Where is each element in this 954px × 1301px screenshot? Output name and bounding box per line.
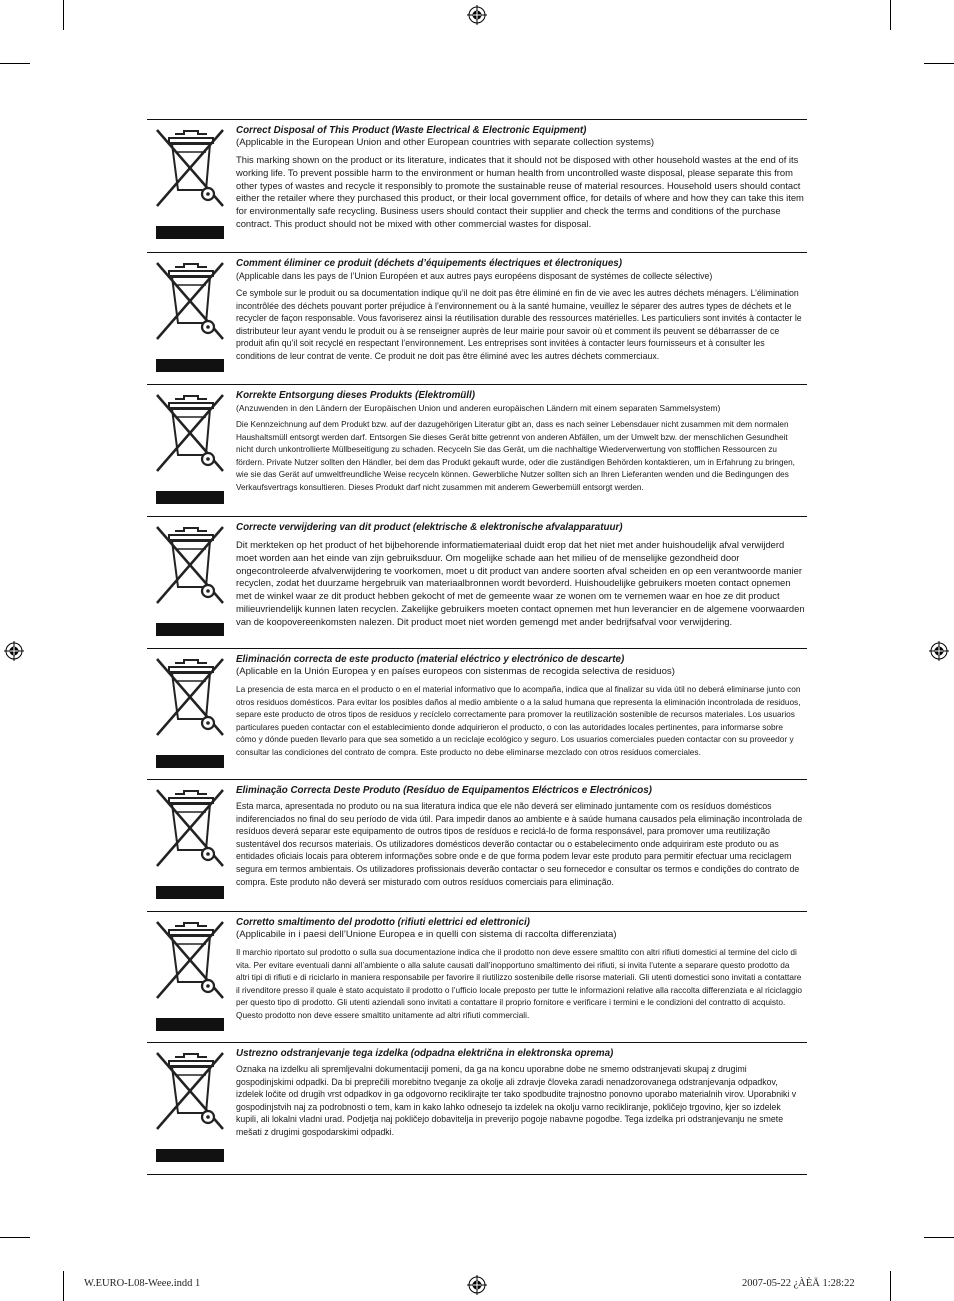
crop-mark [63, 1271, 64, 1301]
crop-mark [890, 0, 891, 30]
section-german [147, 384, 807, 516]
section-body: Dit merkteken op het product of het bijbehorende informatiemateriaal duidt erop dat het niet met ander huishoudelijk afval verwijderd moet worden aan het einde van zijn gebruiksduur. Om mogelijke schade aan het milieu of de menselijke gezondheid door ongecontroleerde afvalverwijdering te voorkomen, moet u dit product van andere soorten afval scheiden en op een verantwoorde manier recyclen, zodat het duurzame hergebruik van materiaalbronnen wordt bevorderd. Huishoudelijke gebruikers moeten contact opnemen met de winkel waar ze dit product hebben gekocht of met de gemeente waar ze wonen om te vernemen waar en hoe ze dit product milieuvriendelijk kunnen laten recyclen. Zakelijke gebruikers moeten contact opnemen met hun leverancier en de algemene voorwaarden van de koopovereenkomsten nalezen. Dit product moet niet worden gemengd met ander bedrijfsafval voor verwijdering. [236, 539, 805, 627]
section-french [147, 252, 807, 384]
section-subtitle: (Applicable dans les pays de l’Union Européen et aux autres pays européens disposant de systémes de collecte sélective) [236, 271, 713, 281]
section-title: Eliminação Correcta Deste Produto (Resíduo de Equipamentos Eléctricos e Electrónicos) [236, 785, 652, 796]
section-title: Corretto smaltimento del prodotto (rifiuti elettrici ed elettronici) [236, 917, 530, 928]
section-slovenian [147, 1042, 807, 1175]
section-italian [147, 911, 807, 1042]
section-body: Die Kennzeichnung auf dem Produkt bzw. auf der dazugehörigen Literatur gibt an, dass es nach seiner Lebensdauer nicht zusammen mit dem normalen Haushaltsmüll entsorgt werden darf. Entsorgen Sie dieses Gerät bitte getrennt von anderen Abfällen, um der Umwelt bzw. der menschlichen Gesundheit nicht durch unkontrollierte Müllbeseitigung zu schaden. Recyceln Sie das Gerät, um die nachhaltige Wiederverwertung von stofflichen Ressourcen zu fördern. Private Nutzer sollten den Händler, bei dem das Produkt gekauft wurde, oder die zuständigen Behörden kontaktieren, um in Erfahrung zu bringen, wie sie das Gerät auf umweltfreundliche Weise recyceln können. Gewerbliche Nutzer sollten sich an Ihren Lieferanten wenden und die Bedingungen des Verkaufsvertrags konsultieren. Dieses Produkt darf nicht zusammen mit anderem Gewerbemüll entsorgt werden. [236, 420, 795, 492]
crossed-out-wheelie-bin-icon [153, 126, 229, 210]
black-bar [156, 755, 224, 768]
crop-mark [890, 1271, 891, 1301]
section-dutch [147, 516, 807, 648]
section-subtitle: (Aplicable en la Unión Europea y en países europeos con sistenmas de recogida selectiva de residuos) [236, 666, 675, 677]
black-bar [156, 623, 224, 636]
black-bar [156, 1149, 224, 1162]
registration-mark-icon [4, 641, 24, 661]
section-title: Korrekte Entsorgung dieses Produkts (Elektromüll) [236, 390, 475, 401]
crossed-out-wheelie-bin-icon [153, 655, 229, 739]
section-subtitle: (Anzuwenden in den Ländern der Europäischen Union und anderen europäischen Ländern mit einem separaten Sammelsystem) [236, 403, 721, 413]
section-title: Correcte verwijdering van dit product (elektrische & elektronische afvalapparatuur) [236, 522, 623, 533]
registration-mark-icon [467, 5, 487, 25]
registration-mark-icon [467, 1275, 487, 1295]
crop-mark [0, 1237, 30, 1238]
black-bar [156, 226, 224, 239]
section-body: La presencia de esta marca en el producto o en el material informativo que lo acompaña, indica que al finalizar su vida útil no deberá eliminarse junto con otros residuos domésticos. Para evitar los posibles daños al medio ambiente o a la salud humana que representa la eliminación incontrolada de residuos, separe este producto de otros tipos de residuos y recíclelo correctamente para promover la reutilización sostenible de recursos materiales. Los usuarios particulares pueden contactar con el establecimiento donde adquirieron el producto, o con las autoridades locales pertinentes, para informarse sobre cómo y dónde pueden llevarlo para que sea sometido a un reciclaje ecológico y seguro. Los usuarios comerciales pueden contactar con su proveedor y consultar las condiciones del contrato de compra. Este producto no debe eliminarse mezclado con otros residuos comerciales. [236, 684, 801, 757]
weee-sections [147, 119, 807, 1175]
crop-mark [924, 63, 954, 64]
section-body: This marking shown on the product or its literature, indicates that it should not be disposed with other household wastes at the end of its working life. To prevent possible harm to the environment or human health from uncontrolled waste disposal, please separate this from other types of wastes and recycle it responsibly to promote the sustainable reuse of material resources. Household users should contact either the retailer where they purchased this product, or their local government office, for details of where and how they can take this item for environmentally safe recycling. Business users should contact their supplier and check the terms and conditions of the purchase contract. This product should not be mixed with other commercial wastes for disposal. [236, 154, 804, 229]
section-title: Correct Disposal of This Product (Waste Electrical & Electronic Equipment) [236, 125, 587, 136]
registration-mark-icon [929, 641, 949, 661]
section-spanish [147, 648, 807, 779]
section-body: Oznaka na izdelku ali spremljevalni dokumentaciji pomeni, da ga na koncu uporabne dobe ne smemo odstranjevati skupaj z drugimi gospodinjskimi odpadki. Da bi preprečili morebitno tveganje za okolje ali zdravje človeka zaradi nenadzorovanega odstranjevanja odpadkov, izdelek ločite od drugih vrst odpadkov in ga odgovorno reciklirajte ter tako spodbudite trajnostno ponovno uporabo materialnih virov. Uporabniki v gospodinjstvih naj za podrobnosti o tem, kam in kako lahko odnesejo ta izdelek na okolju varno recikliranje, pokličejo trgovino, kjer so izdelek kupili, ali lokalni vladni urad. Podjetja naj pokličejo dobavitelja in preverijo pogoje nabavne pogodbe. Tega izdelka pri odstranjevanju ne smete mešati z drugimi gospodarskimi odpadki. [236, 1064, 797, 1137]
section-title: Comment éliminer ce produit (déchets d’équipements électriques et électroniques) [236, 258, 622, 269]
section-title: Eliminación correcta de este producto (material eléctrico y electrónico de descarte) [236, 654, 625, 665]
section-body: Ce symbole sur le produit ou sa documentation indique qu’il ne doit pas être éliminé en fin de vie avec les autres déchets ménagers. L’élimination incontrôlée des déchets pouvant porter préjudice à l’environnement ou à la santé humaine, veuillez le séparer des autres types de déchets et le recycler de façon responsable. Vous favoriserez ainsi la réutilisation durable des ressources matérielles. Les particuliers sont invités à contacter le distributeur leur ayant vendu le produit ou à se renseigner auprès de leur mairie pour savoir où et comment ils peuvent se débarrasser de ce produit afin qu’il soit recyclé en respectant l’environnement. Les entreprises sont invitées à contacter leurs fournisseurs et à consulter les conditions de leur contrat de vente. Ce produit ne doit pas être éliminé avec les autres déchets commerciaux. [236, 288, 802, 361]
section-portuguese [147, 779, 807, 911]
black-bar [156, 1018, 224, 1031]
section-english [147, 119, 807, 252]
crossed-out-wheelie-bin-icon [153, 786, 229, 870]
crossed-out-wheelie-bin-icon [153, 918, 229, 1002]
footer-file-name: W.EURO-L08-Weee.indd 1 [84, 1278, 201, 1289]
crossed-out-wheelie-bin-icon [153, 523, 229, 607]
crop-mark [63, 0, 64, 30]
black-bar [156, 491, 224, 504]
section-body: Il marchio riportato sul prodotto o sulla sua documentazione indica che il prodotto non deve essere smaltito con altri rifiuti domestici al termine del ciclo di vita. Per evitare eventuali danni all’ambiente o alla salute causati dall’inopportuno smaltimento dei rifiuti, si invita l’utente a separare questo prodotto da altri tipi di rifiuti e di riciclarlo in maniera responsabile per favorire il riutilizzo sostenibile delle risorse materiali. Gli utenti domestici sono invitati a contattare il rivenditore presso il quale è stato acquistato il prodotto o l’ufficio locale preposto per tutte le informazioni relative alla raccolta differenziata e al riciclaggio per questo tipo di prodotto. Gli utenti aziendali sono invitati a contattare il proprio fornitore e verificare i termini e le condizioni del contratto di acquisto. Questo prodotto non deve essere smaltito unitamente ad altri rifiuti commerciali. [236, 947, 803, 1020]
crop-mark [0, 63, 30, 64]
black-bar [156, 359, 224, 372]
black-bar [156, 886, 224, 899]
section-title: Ustrezno odstranjevanje tega izdelka (odpadna električna in elektronska oprema) [236, 1048, 614, 1059]
crossed-out-wheelie-bin-icon [153, 1049, 229, 1133]
crossed-out-wheelie-bin-icon [153, 259, 229, 343]
section-subtitle: (Applicable in the European Union and other European countries with separate collection systems) [236, 137, 655, 148]
section-body: Esta marca, apresentada no produto ou na sua literatura indica que ele não deverá ser eliminado juntamente com os resíduos domésticos indiferenciados no final do seu período de vida útil. Para impedir danos ao ambiente e à saúde humana causados pela eliminação incontrolada de resíduos deverá separar este equipamento de outros tipos de resíduos e reciclá-lo de forma responsável, para promover uma reutilização sustentável dos recursos materiais. Os utilizadores domésticos deverão contactar ou o estabelecimento onde adquiriram este produto ou as entidades oficiais locais para obterem informações sobre onde e de que forma podem levar este produto para permitir efectuar uma reciclagem segura em termos ambientais. Os utilizadores profissionais deverão contactar o seu fornecedor e consultar os termos e condições do contrato de compra. Este produto não deverá ser misturado com outros resíduos comerciais para eliminação. [236, 801, 803, 887]
crossed-out-wheelie-bin-icon [153, 391, 229, 475]
footer-timestamp: 2007-05-22 ¿ÀÈÄ 1:28:22 [742, 1278, 855, 1289]
section-subtitle: (Applicabile in i paesi dell’Unione Europea e in quelli con sistema di raccolta differenziata) [236, 929, 617, 940]
crop-mark [924, 1237, 954, 1238]
